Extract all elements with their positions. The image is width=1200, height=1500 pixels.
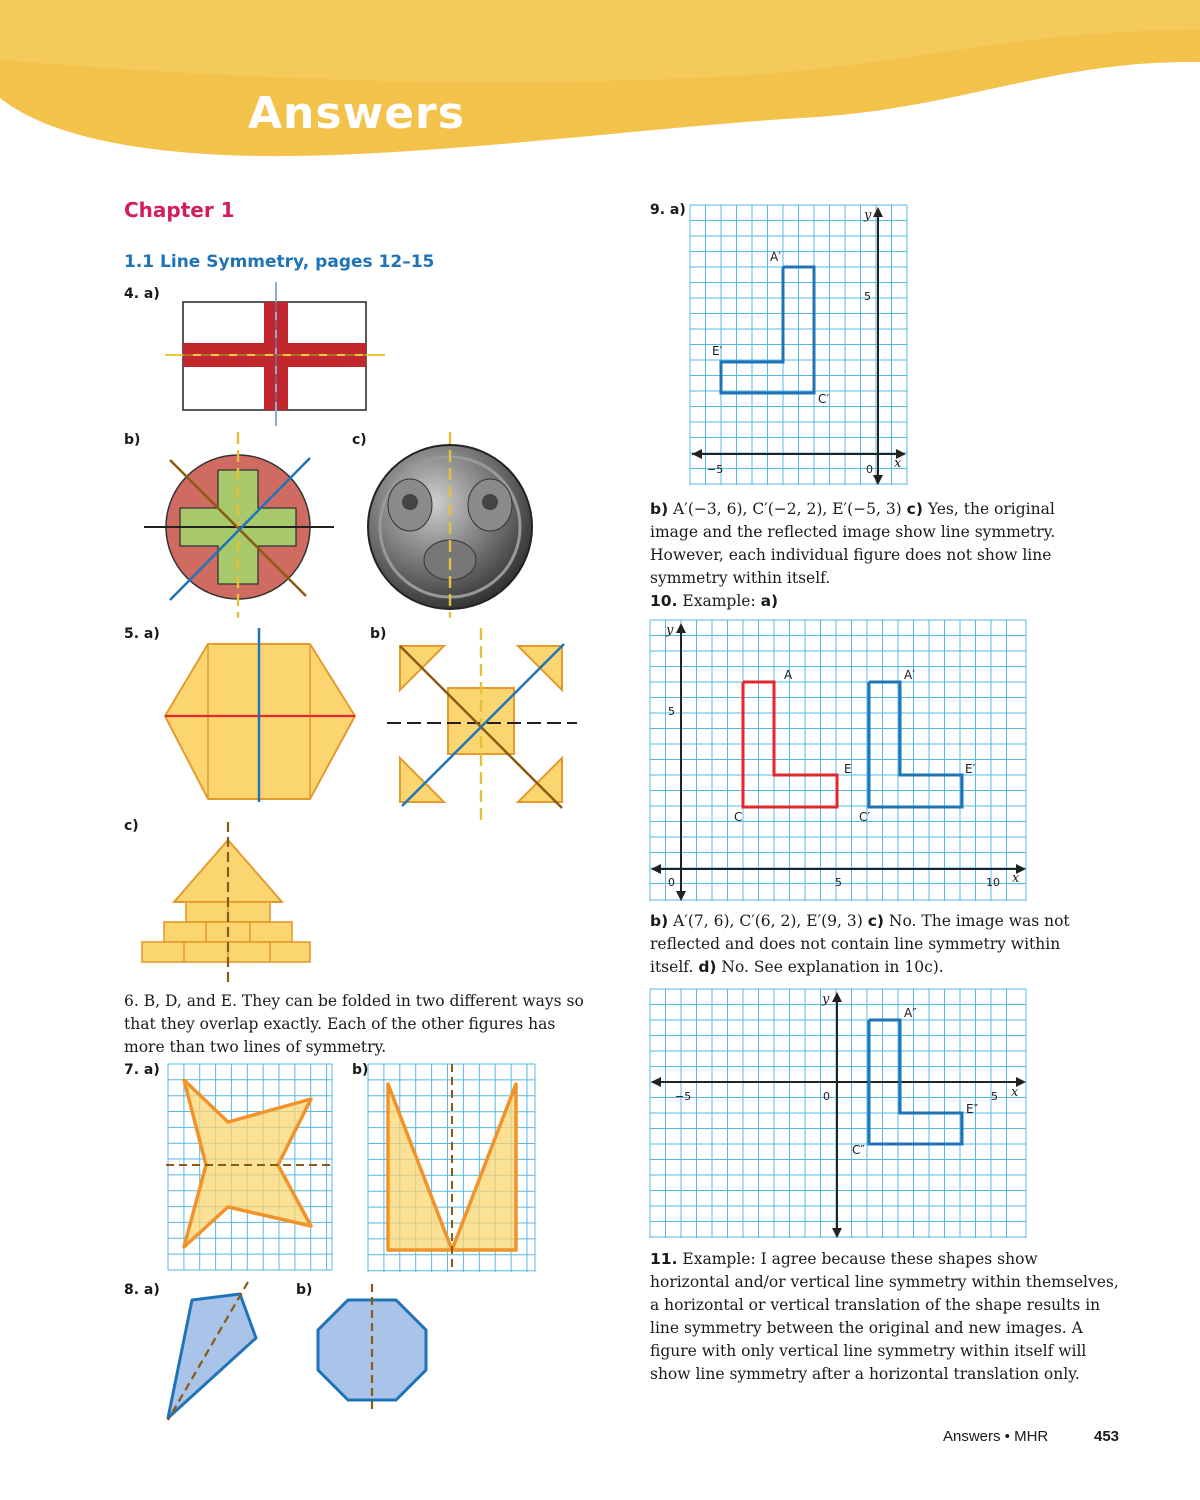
q11-text: Example: I agree because these shapes show horizontal and/or vertical line symmetry within themselves, a horizontal or vertical translation of the shape results in line symmetry between the original and new images. A figure with only vertical line symmetry within itself will show line symmetry after a horizontal translation only. (650, 1250, 1119, 1383)
q9c-text: Yes, the original image and the reflected image show line symmetry. However, each individual figure does not show line symmetry within itself. (650, 500, 1056, 587)
q10d-point-e: E″ (966, 1102, 979, 1116)
kite-figure (160, 1280, 270, 1425)
q9-point-c: C′ (818, 392, 830, 406)
q5b-label: b) (370, 626, 387, 642)
q10-point-e-prime: E′ (965, 762, 976, 776)
q10-x-label: x (1012, 871, 1020, 886)
q9b-text: A′(−3, 6), C′(−2, 2), E′(−5, 3) (668, 500, 907, 518)
q10d-tick-zero: 0 (823, 1090, 830, 1103)
q10d-x-label: x (1011, 1085, 1019, 1100)
q9-y-label: y (864, 208, 872, 223)
q10-tick-x5: 5 (835, 876, 842, 889)
q10d-point-c: C″ (852, 1143, 865, 1157)
q10-graph (649, 619, 1029, 902)
q10c-label: c) (867, 912, 884, 930)
q10b-text: A′(7, 6), C′(6, 2), E′(9, 3) (668, 912, 868, 930)
q10-y-label: y (666, 623, 674, 638)
q5c-label: c) (124, 818, 139, 834)
w-shape-grid-figure (366, 1062, 538, 1274)
q7a-label: 7. a) (124, 1062, 160, 1078)
q8a-label: 8. a) (124, 1282, 160, 1298)
q9-tick-neg5: −5 (707, 463, 724, 476)
q10-heading (650, 590, 1100, 613)
q10a-label: a) (760, 592, 779, 610)
q4a-label: 4. a) (124, 286, 160, 302)
q10d-tick-neg5: −5 (675, 1090, 692, 1103)
q10-tick-x10: 10 (986, 876, 1000, 889)
q10-point-c-prime: C′ (859, 810, 871, 824)
q10b-label: b) (650, 912, 669, 930)
q9-point-e: E′ (712, 344, 723, 358)
footer-text: Answers • MHR (943, 1428, 1049, 1445)
q9-tick-zero: 0 (866, 463, 873, 476)
header-band (0, 0, 1200, 170)
square-triangles-figure (384, 624, 584, 824)
q10-tick-y5: 5 (668, 705, 675, 718)
circle-cross-figure (140, 430, 340, 620)
octagon-figure (308, 1282, 436, 1414)
q11-answer (650, 1248, 1120, 1386)
page-title: Answers (248, 88, 465, 139)
q4c-label: c) (352, 432, 367, 448)
q11-number: 11. (650, 1250, 678, 1268)
q10-number: 10. (650, 592, 678, 610)
q10-example: Example: (677, 592, 761, 610)
q9b-label: b) (650, 500, 669, 518)
q6-answer (124, 990, 596, 1059)
chapter-title: Chapter 1 (124, 198, 235, 222)
pyramid-figure (130, 820, 330, 985)
hexagon-figure (160, 624, 360, 804)
q10d-point-a: A″ (904, 1006, 917, 1020)
q4b-label: b) (124, 432, 141, 448)
q10d-text: No. See explanation in 10c). (716, 958, 944, 976)
q9-x-label: x (894, 456, 902, 471)
star-grid-figure (166, 1062, 336, 1272)
q7b-label: b) (352, 1062, 369, 1078)
q10-point-a: A (784, 668, 793, 682)
q10d-label: d) (698, 958, 717, 976)
q9a-label: 9. a) (650, 202, 686, 218)
q9-answer (650, 498, 1100, 590)
q10-point-a-prime: A′ (904, 668, 915, 682)
q10-tick-zero: 0 (668, 876, 675, 889)
flag-figure (160, 280, 400, 430)
carved-disc-figure (362, 430, 542, 620)
page-number: 453 (1094, 1428, 1120, 1445)
q10-point-e: E (844, 762, 852, 776)
q10c-text: No. The image was not reflected and does not contain line symmetry within itself. (650, 912, 1070, 976)
q10-answer (650, 910, 1100, 979)
q6-text: 6. B, D, and E. They can be folded in two different ways so that they overlap exactly. Each of the other figures has more than two lines of symmetry. (124, 992, 584, 1056)
q5a-label: 5. a) (124, 626, 160, 642)
q9-tick-y5: 5 (864, 290, 871, 303)
q9-point-a: A′ (770, 250, 781, 264)
section-title: 1.1 Line Symmetry, pages 12–15 (124, 252, 435, 272)
q8b-label: b) (296, 1282, 313, 1298)
q10d-tick-x5: 5 (991, 1090, 998, 1103)
q10d-y-label: y (822, 992, 830, 1007)
q9c-label: c) (906, 500, 923, 518)
q10-point-c: C (734, 810, 743, 824)
